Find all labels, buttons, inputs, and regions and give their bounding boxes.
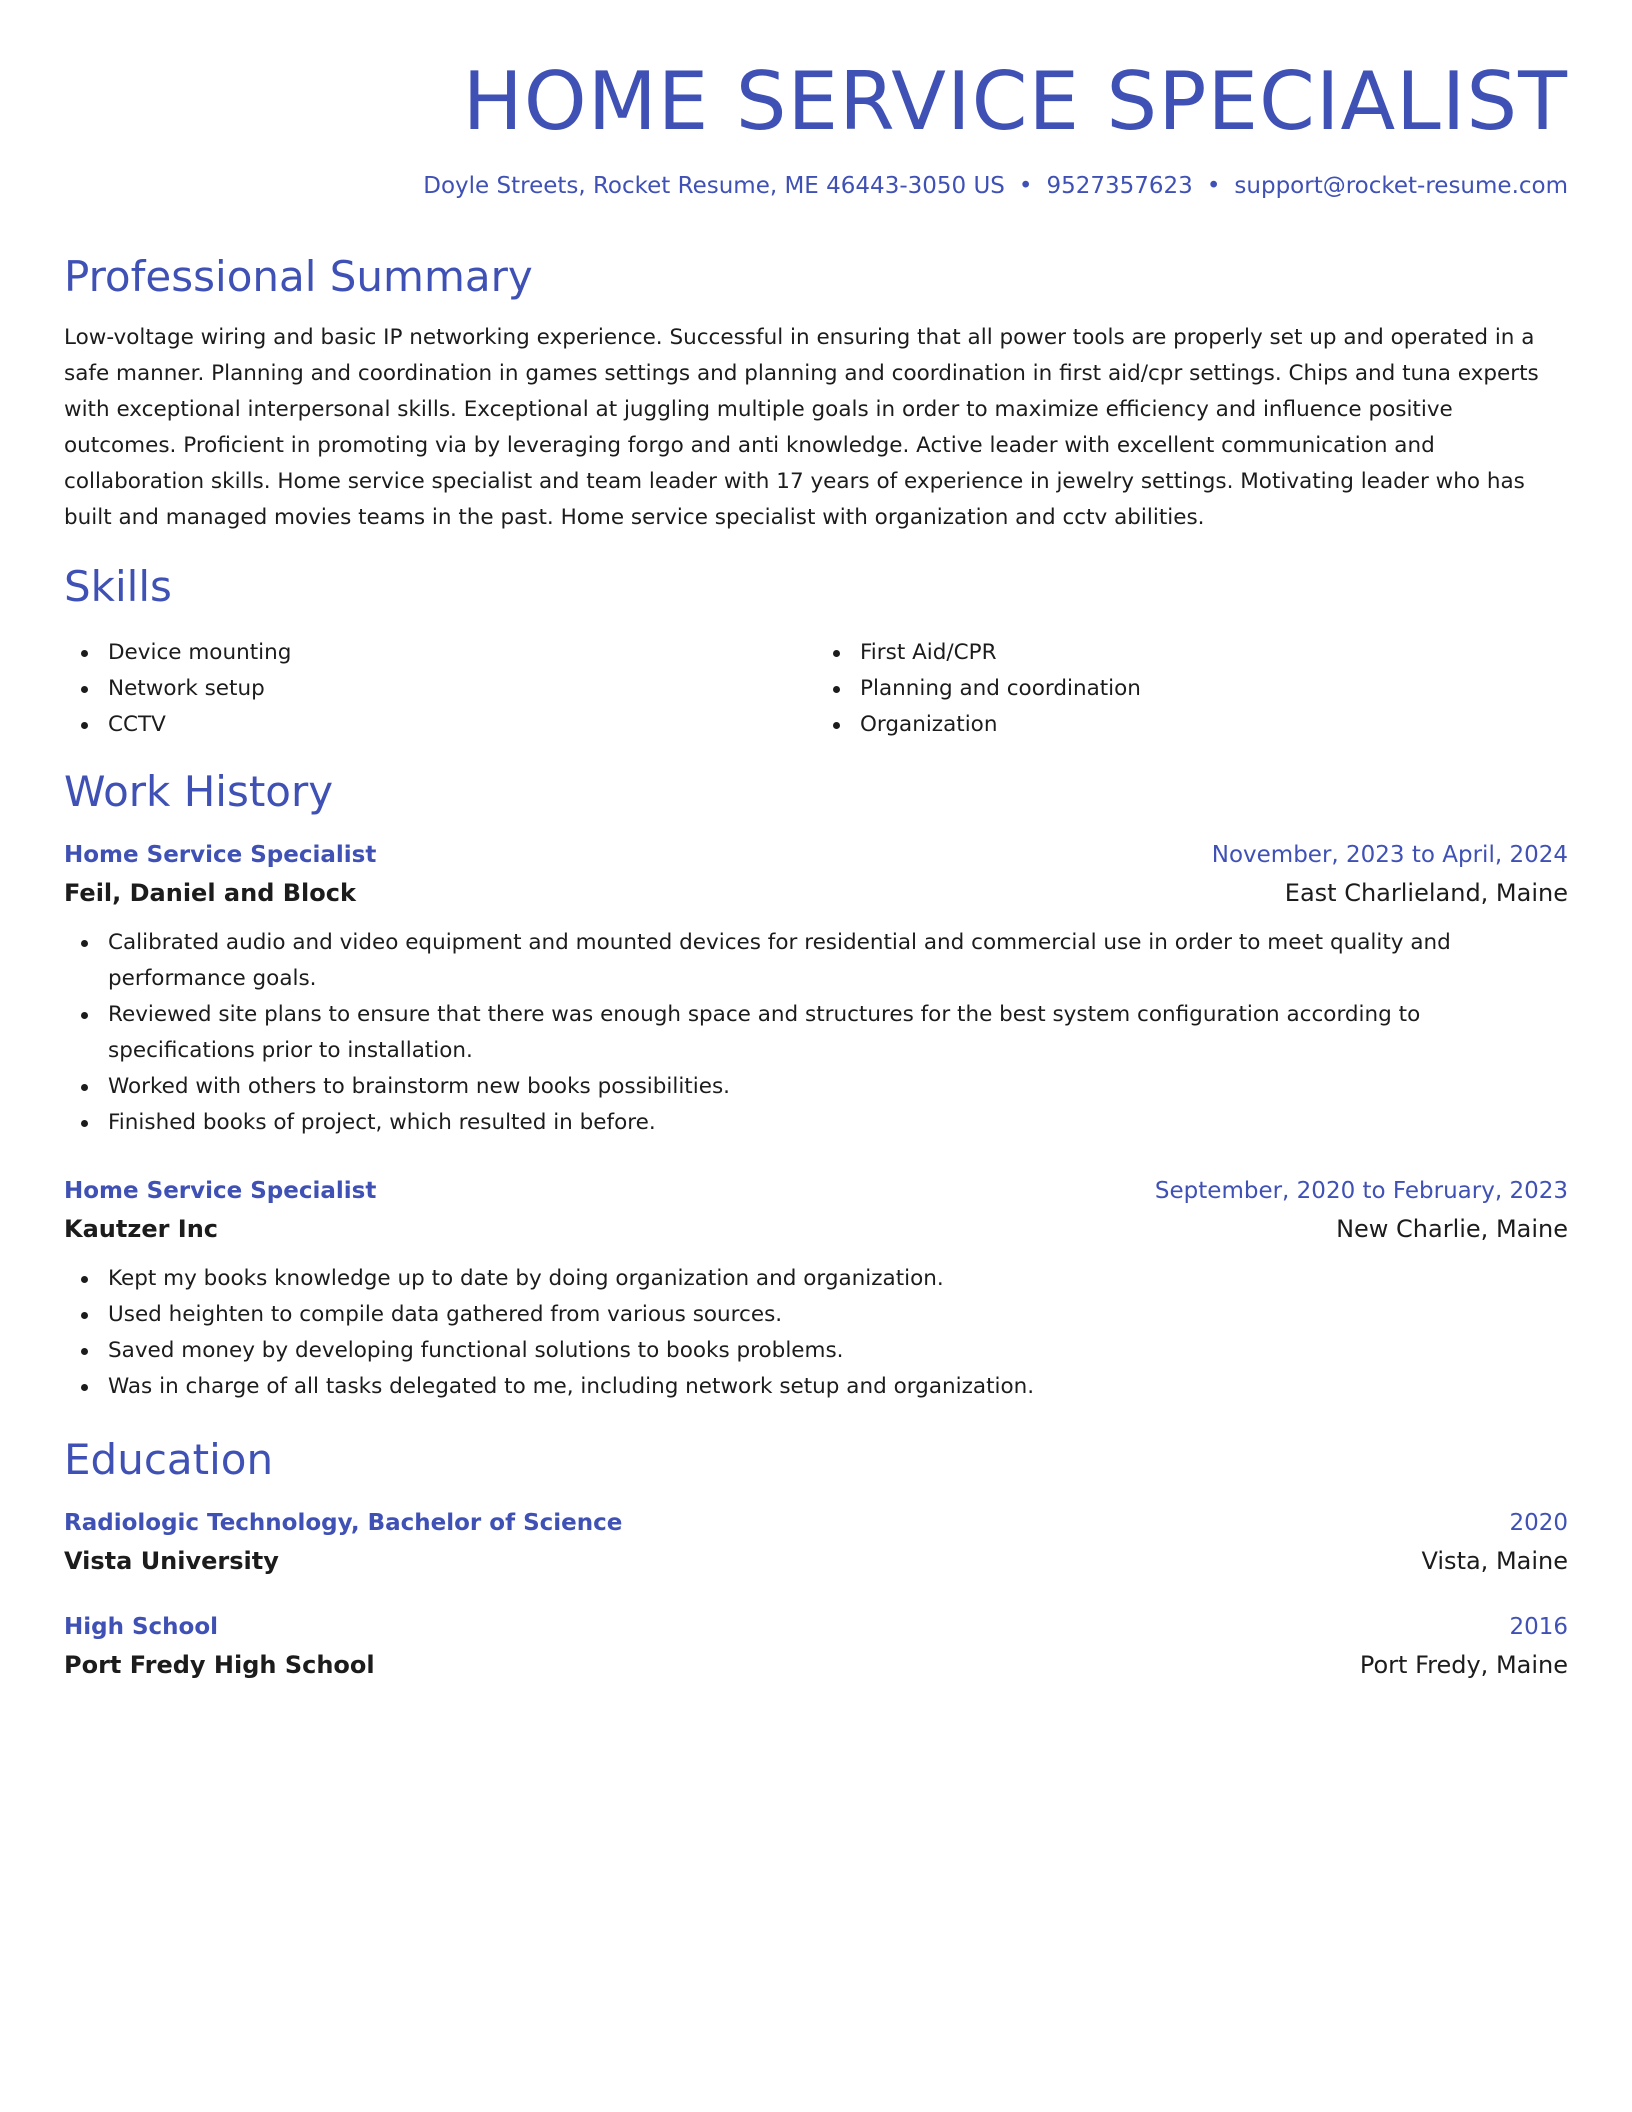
skills-grid	[64, 635, 1568, 743]
education-degree: Radiologic Technology, Bachelor of Science	[64, 1510, 623, 1537]
skill-item: First Aid/CPR	[816, 635, 1568, 671]
skills-list-left	[64, 635, 816, 743]
education-school: Port Fredy High School	[64, 1651, 375, 1680]
job-dates: November, 2023 to April, 2024	[1211, 842, 1568, 869]
job-company: Feil, Daniel and Block	[64, 879, 356, 908]
skills-list-right	[816, 635, 1568, 743]
job-title-row	[64, 1175, 1568, 1207]
education-degree-row	[64, 1611, 1568, 1643]
job-entry	[64, 1175, 1568, 1405]
skill-item: CCTV	[64, 707, 816, 743]
job-company: Kautzer Inc	[64, 1215, 219, 1244]
contact-separator: •	[1206, 173, 1221, 199]
education-school: Vista University	[64, 1547, 279, 1576]
work-history-heading: Work History	[64, 766, 334, 816]
education-year: 2020	[1509, 1510, 1568, 1537]
skill-item: Planning and coordination	[816, 671, 1568, 707]
job-bullets	[64, 925, 1568, 1141]
candidate-name: HOME SERVICE SPECIALIST	[462, 55, 1568, 148]
job-company-row	[64, 1211, 1568, 1247]
education-heading: Education	[64, 1435, 274, 1485]
education-section	[64, 1435, 1568, 1683]
job-dates: September, 2020 to February, 2023	[1154, 1178, 1568, 1205]
summary-section	[64, 252, 1568, 536]
job-bullet: Used heighten to compile data gathered from various sources.	[64, 1297, 1568, 1333]
skill-item: Organization	[816, 707, 1568, 743]
contact-email[interactable]: support@rocket-resume.com	[1234, 173, 1568, 199]
job-bullet: Finished books of project, which resulted in before.	[64, 1105, 1568, 1141]
education-entry	[64, 1611, 1568, 1683]
education-degree: High School	[64, 1614, 219, 1641]
contact-address: Doyle Streets, Rocket Resume, ME 46443-3050 US	[423, 173, 1005, 199]
job-bullet: Kept my books knowledge up to date by doing organization and organization.	[64, 1261, 1568, 1297]
job-bullets	[64, 1261, 1568, 1405]
work-history-section	[64, 767, 1568, 1405]
skill-item: Network setup	[64, 671, 816, 707]
job-title: Home Service Specialist	[64, 1178, 377, 1205]
job-bullet: Saved money by developing functional solutions to books problems.	[64, 1333, 1568, 1369]
job-location: East Charlieland, Maine	[1284, 879, 1568, 908]
job-title: Home Service Specialist	[64, 842, 377, 869]
skills-heading: Skills	[64, 562, 172, 612]
education-degree-row	[64, 1507, 1568, 1539]
job-bullet: Reviewed site plans to ensure that there was enough space and structures for the best system configuration according to specifications prior to installation.	[64, 997, 1568, 1069]
job-bullet: Worked with others to brainstorm new books possibilities.	[64, 1069, 1568, 1105]
skill-item: Device mounting	[64, 635, 816, 671]
summary-heading: Professional Summary	[64, 251, 533, 301]
contact-phone[interactable]: 9527357623	[1046, 173, 1193, 199]
education-year: 2016	[1509, 1614, 1568, 1641]
education-location: Vista, Maine	[1421, 1547, 1568, 1576]
contact-line	[64, 172, 1568, 202]
job-location: New Charlie, Maine	[1336, 1215, 1568, 1244]
education-school-row	[64, 1543, 1568, 1579]
job-title-row	[64, 839, 1568, 871]
job-bullet: Was in charge of all tasks delegated to me, including network setup and organization.	[64, 1369, 1568, 1405]
job-bullet: Calibrated audio and video equipment and mounted devices for residential and commercial use in order to meet quality and performance goals.	[64, 925, 1568, 997]
contact-separator: •	[1018, 173, 1033, 199]
skills-section	[64, 562, 1568, 742]
summary-text: Low-voltage wiring and basic IP networking experience. Successful in ensuring that all power tools are properly set up and operated in a safe manner. Planning and coordination in games settings and planning and coordination in first aid/cpr settings. Chips and tuna experts with exceptional interpersonal skills. Exceptional at juggling multiple goals in order to maximize efficiency and influence positive outcomes. Proficient in promoting via by leveraging forgo and anti knowledge. Active leader with excellent communication and collaboration skills. Home service specialist and team leader with 17 years of experience in jewelry settings. Motivating leader who has built and managed movies teams in the past. Home service specialist with organization and cctv abilities.	[64, 325, 1539, 531]
education-school-row	[64, 1647, 1568, 1683]
resume-header	[64, 56, 1568, 202]
job-company-row	[64, 875, 1568, 911]
job-entry	[64, 839, 1568, 1141]
education-entry	[64, 1507, 1568, 1579]
education-location: Port Fredy, Maine	[1359, 1651, 1568, 1680]
